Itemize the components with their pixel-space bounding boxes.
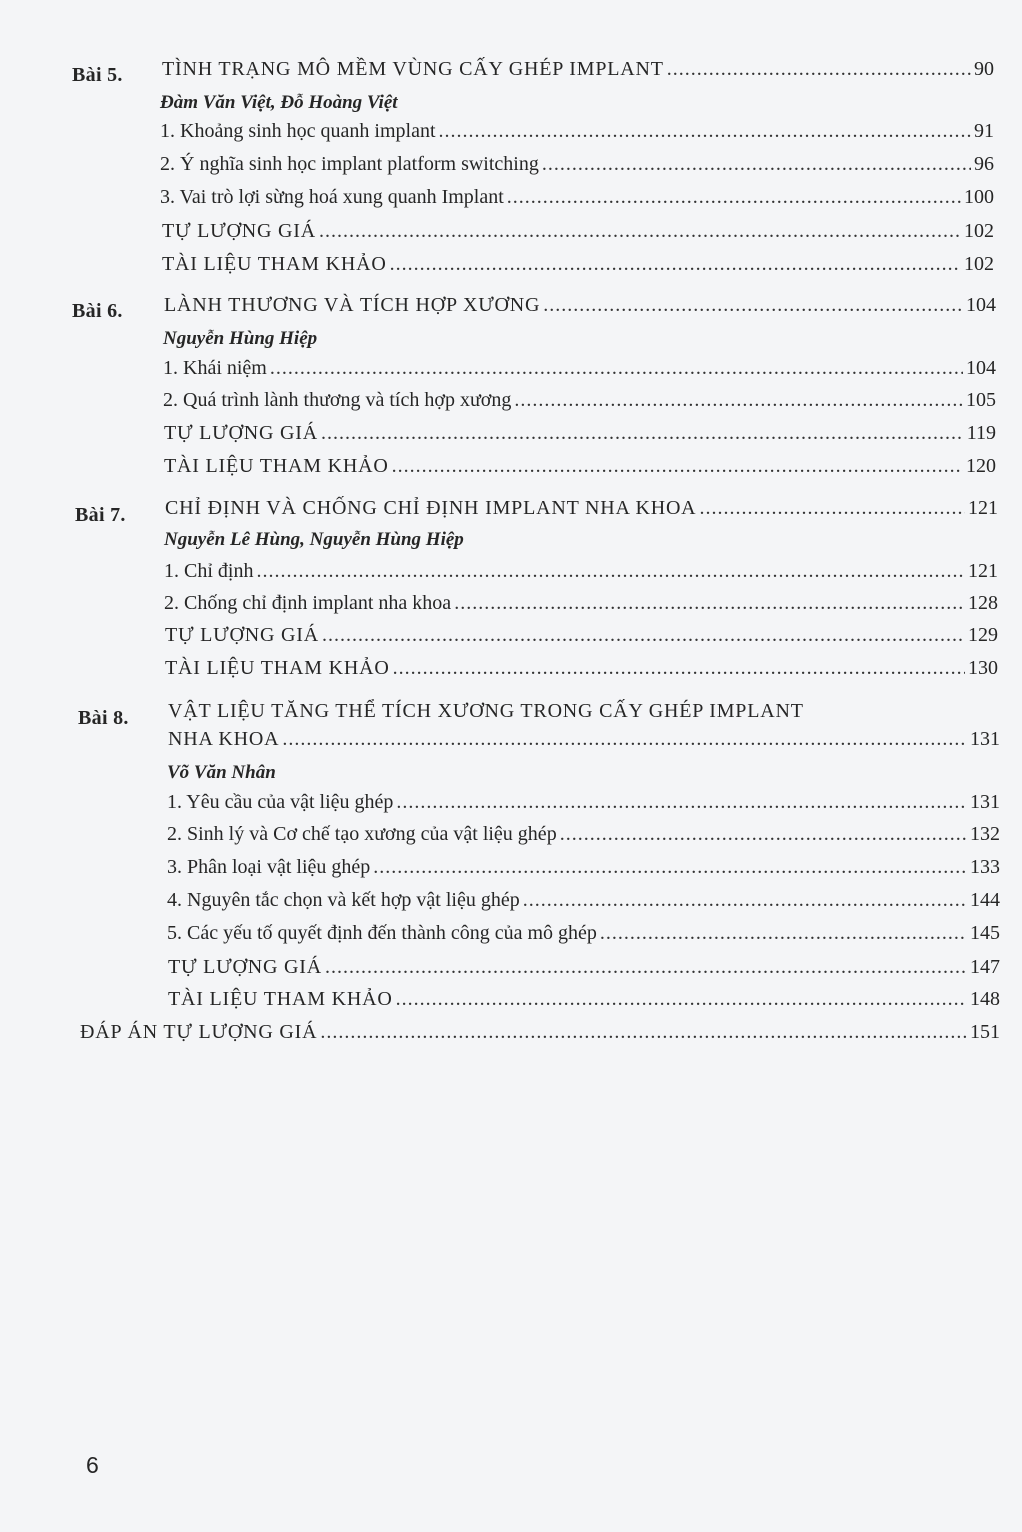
leader-dots: [321, 422, 964, 445]
toc-item[interactable]: [163, 357, 996, 380]
leader-dots: [390, 253, 961, 276]
toc-item-title: TÀI LIỆU THAM KHẢO: [164, 455, 389, 477]
lesson-5-title-row[interactable]: [162, 58, 994, 81]
lesson-8-page: 131: [970, 728, 1000, 750]
toc-item-title: 1. Khái niệm: [163, 357, 267, 379]
toc-item[interactable]: [162, 253, 994, 276]
leader-dots: [514, 389, 963, 412]
toc-item[interactable]: [164, 455, 996, 478]
leader-dots: [270, 357, 963, 380]
leader-dots: [507, 186, 961, 209]
toc-item-title: 2. Quá trình lành thương và tích hợp xương: [163, 389, 512, 411]
leader-dots: [396, 988, 967, 1011]
toc-item-page: 102: [964, 220, 994, 242]
leader-dots: [256, 560, 965, 583]
lesson-6-label: Bài 6.: [72, 300, 123, 322]
toc-item-page: 104: [966, 357, 996, 379]
toc-item[interactable]: [167, 823, 1000, 846]
toc-item-title: TỰ LƯỢNG GIÁ: [162, 220, 316, 242]
toc-item[interactable]: [160, 153, 994, 176]
toc-item-title: 5. Các yếu tố quyết định đến thành công của mô ghép: [167, 922, 597, 944]
toc-item-page: 144: [970, 889, 1000, 911]
toc-item[interactable]: [168, 956, 1000, 979]
answers-row[interactable]: [80, 1021, 1000, 1044]
toc-item[interactable]: [167, 856, 1000, 879]
leader-dots: [600, 922, 967, 945]
toc-item-title: TỰ LƯỢNG GIÁ: [164, 422, 318, 444]
lesson-7-label: Bài 7.: [75, 504, 126, 526]
toc-item-title: TÀI LIỆU THAM KHẢO: [165, 657, 390, 679]
toc-item-title: TỰ LƯỢNG GIÁ: [168, 956, 322, 978]
toc-item-title: TÀI LIỆU THAM KHẢO: [162, 253, 387, 275]
toc-item[interactable]: [164, 422, 996, 445]
toc-item-title: 4. Nguyên tắc chọn và kết hợp vật liệu ghép: [167, 889, 520, 911]
toc-item-title: 2. Ý nghĩa sinh học implant platform switching: [160, 153, 539, 175]
answers-page: 151: [970, 1021, 1000, 1043]
toc-item-page: 132: [970, 823, 1000, 845]
leader-dots: [543, 294, 963, 317]
toc-item[interactable]: [164, 560, 998, 583]
toc-item-page: 120: [966, 455, 996, 477]
lesson-8-label: Bài 8.: [78, 707, 129, 729]
toc-item[interactable]: [160, 186, 994, 209]
lesson-5-authors: Đàm Văn Việt, Đỗ Hoàng Việt: [160, 92, 398, 113]
toc-item-title: 3. Vai trò lợi sừng hoá xung quanh Implant: [160, 186, 504, 208]
lesson-5-title: TÌNH TRẠNG MÔ MỀM VÙNG CẤY GHÉP IMPLANT: [162, 58, 664, 80]
toc-item[interactable]: [163, 389, 996, 412]
leader-dots: [523, 889, 967, 912]
toc-item-title: 1. Yêu cầu của vật liệu ghép: [167, 791, 394, 813]
lesson-5-label: Bài 5.: [72, 64, 123, 86]
lesson-8-authors: Võ Văn Nhân: [167, 762, 276, 783]
leader-dots: [325, 956, 967, 979]
lesson-8-title-line1[interactable]: VẬT LIỆU TĂNG THỂ TÍCH XƯƠNG TRONG CẤY GHÉP IMPLANT: [168, 700, 804, 722]
leader-dots: [373, 856, 967, 879]
leader-dots: [319, 220, 961, 243]
toc-item-page: 130: [968, 657, 998, 679]
toc-item-title: 1. Khoảng sinh học quanh implant: [160, 120, 436, 142]
toc-item-title: 3. Phân loại vật liệu ghép: [167, 856, 371, 878]
toc-item-page: 105: [966, 389, 996, 411]
toc-item-page: 131: [970, 791, 1000, 813]
toc-item[interactable]: [167, 889, 1000, 912]
leader-dots: [454, 592, 965, 615]
toc-item-page: 145: [970, 922, 1000, 944]
toc-item-page: 102: [964, 253, 994, 275]
toc-item-title: 2. Chống chỉ định implant nha khoa: [164, 592, 452, 614]
toc-item[interactable]: [165, 624, 998, 647]
toc-item-title: 2. Sinh lý và Cơ chế tạo xương của vật liệu ghép: [167, 823, 557, 845]
leader-dots: [322, 624, 965, 647]
leader-dots: [392, 455, 963, 478]
toc-item[interactable]: [164, 592, 998, 615]
toc-item-title: TỰ LƯỢNG GIÁ: [165, 624, 319, 646]
toc-item-page: 147: [970, 956, 1000, 978]
lesson-8-title-row[interactable]: [168, 728, 1000, 751]
lesson-8-title-line2: NHA KHOA: [168, 728, 280, 750]
toc-item[interactable]: [165, 657, 998, 680]
lesson-7-title: CHỈ ĐỊNH VÀ CHỐNG CHỈ ĐỊNH IMPLANT NHA KHOA: [165, 497, 697, 519]
leader-dots: [542, 153, 971, 176]
toc-item[interactable]: [167, 791, 1000, 814]
leader-dots: [439, 120, 971, 143]
toc-item-page: 100: [964, 186, 994, 208]
leader-dots: [396, 791, 967, 814]
toc-item-page: 148: [970, 988, 1000, 1010]
toc-item[interactable]: [162, 220, 994, 243]
leader-dots: [393, 657, 965, 680]
toc-item-title: TÀI LIỆU THAM KHẢO: [168, 988, 393, 1010]
toc-item-page: 121: [968, 560, 998, 582]
leader-dots: [282, 728, 967, 751]
toc-item-page: 119: [966, 422, 996, 444]
lesson-6-page: 104: [966, 294, 996, 316]
toc-item[interactable]: [160, 120, 994, 143]
lesson-7-page: 121: [968, 497, 998, 519]
lesson-7-authors: Nguyễn Lê Hùng, Nguyễn Hùng Hiệp: [164, 529, 464, 550]
page-number: 6: [86, 1452, 99, 1478]
lesson-7-title-row[interactable]: [165, 497, 998, 520]
toc-item[interactable]: [167, 922, 1000, 945]
lesson-6-title: LÀNH THƯƠNG VÀ TÍCH HỢP XƯƠNG: [164, 294, 541, 316]
leader-dots: [560, 823, 967, 846]
leader-dots: [667, 58, 971, 81]
lesson-6-authors: Nguyễn Hùng Hiệp: [163, 328, 318, 349]
toc-item-page: 128: [968, 592, 998, 614]
toc-item-page: 91: [974, 120, 994, 142]
toc-item[interactable]: [168, 988, 1000, 1011]
lesson-6-title-row[interactable]: [164, 294, 996, 317]
toc-item-page: 129: [968, 624, 998, 646]
answers-title: ĐÁP ÁN TỰ LƯỢNG GIÁ: [80, 1021, 318, 1043]
leader-dots: [320, 1021, 967, 1044]
toc-item-page: 96: [974, 153, 994, 175]
toc-item-title: 1. Chỉ định: [164, 560, 254, 582]
leader-dots: [699, 497, 965, 520]
lesson-5-page: 90: [974, 58, 994, 80]
toc-item-page: 133: [970, 856, 1000, 878]
